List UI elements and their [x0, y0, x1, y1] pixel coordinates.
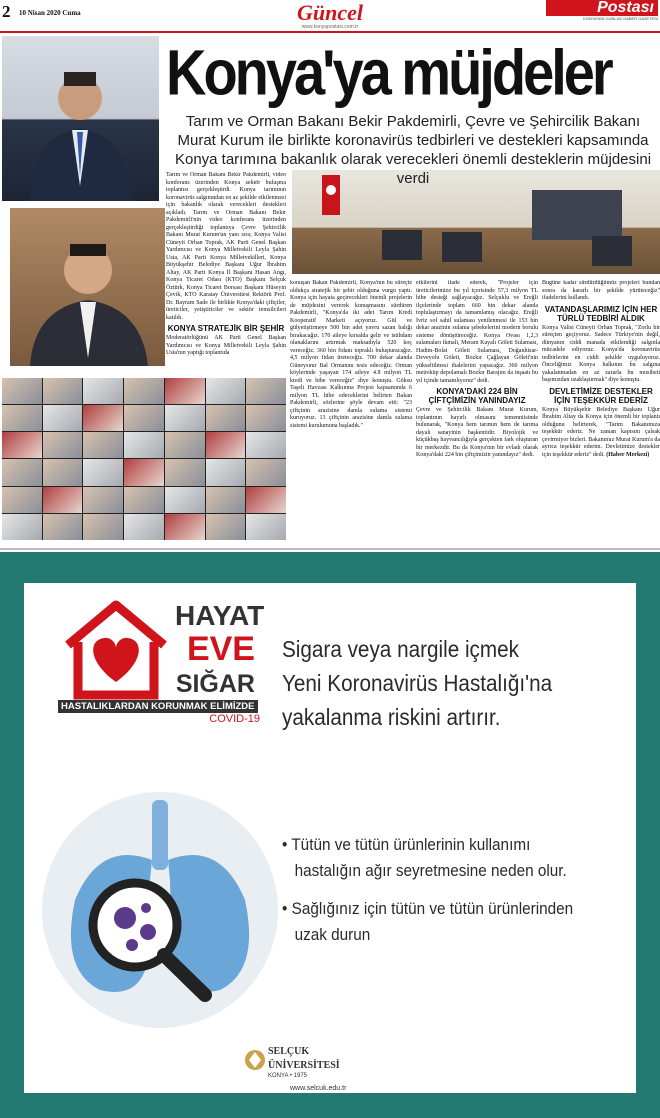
ad-bullet-2-line-2 — [282, 922, 624, 948]
participant-tile — [124, 378, 164, 404]
section-subline: www.konyapostasi.com.tr — [301, 24, 359, 30]
participant-tile — [206, 405, 246, 431]
logo-text: Postası — [546, 0, 658, 16]
ad-message-line-3: yakalanma riskini artırır. — [282, 704, 501, 730]
ad-bullet-1-text-1: Tütün ve tütün ürünlerinin kullanımı — [291, 835, 531, 854]
headline: Konya'ya müjdeler — [166, 35, 611, 109]
column-4-body-2: Konya Valisi Cüneyit Orhan Toprak, "Zorlu bir süreçten geçiyoruz. Sadece Türkiye'nin değil, dünyanın ciddi manada etkilendiği salgınla mücadele ediyoruz. Konya'da koronavirüs tedbirlerini en ciddi şekilde uyguluyoruz. Önceliğimiz Konya halkının bu salgına yakalanmadan en az zararla bu musibeti başımızdan uzaklaştırmak" diye konuştu. — [542, 324, 660, 383]
participant-tile — [165, 378, 205, 404]
header-rule — [0, 31, 660, 33]
mayor-portrait-illustration — [10, 208, 165, 366]
participant-tile — [43, 487, 83, 513]
article-column-3 — [416, 280, 538, 542]
participant-tile — [246, 405, 286, 431]
column-4-heading-2: DEVLETİMİZE DESTEKLER İÇİN TEŞEKKÜR EDERİZ — [549, 386, 653, 405]
ad-message-line-1: Sigara veya nargile içmek — [282, 636, 520, 662]
participant-tile — [43, 405, 83, 431]
participant-tile — [206, 459, 246, 485]
participant-tile — [2, 459, 42, 485]
participant-tile — [2, 487, 42, 513]
column-2-body: konuşan Bakan Pakdemirli, Konya'nın bu süreçte oldukça stratejik bir şehir olduğuna vurgu yaptı. Konya için hayata geçirecekleri önemli projelerin de müjdesini vererek konuşmasını sürdüren Pakdemirli, "Konya'da iki adet Tarım Kredi Kooperatif Marketi açıyoruz. Gül ve gülyetiştirmeye 500 bin adet yavru sazan balığı bırakacağız. 170 aileye kırsalda gelir ve istihdam olanaklarını artırmak maksadıyla 520 koç vereceğiz. 360 bin fidanı topraklı buluşturacağız. 4,5 milyon fidan üreteceğiz. 700 dekar alanda Güneysınır Bal Ormanını tesis edeceğiz. Orman köylerinde yaşayan 174 aileye 4.8 milyon TL kredi ve hibe vereceğiz" diye konuştu. Göksu Taşeli Havzası Kalkınma Projesi kapsamında 6 milyon TL hibe edeceklerini belirten Bakan Pakdemirli, sözlerine şöyle devam etti: "23 çiftçinin arazisine damla sulama sistemi kuruyoruz. 13 çiftçinin arazisine damla sulama sistemi kurulumuna başladık." — [290, 280, 412, 429]
participant-tile — [206, 378, 246, 404]
column-1-body: Tarım ve Orman Bakanı Bekir Pakdemirli, video konferans üzerinden Konya sektör buluşma toplantısı gerçekleştirdi. Konya tarımının koronavirüs salgınından en az şekilde etkilenmesi için bakanlık olarak verecekleri destekleri açıkladı. Tarım ve Orman Bakanı Bekir Pakdemirli'nin video konferans üzerinden gerçekleştirdiği toplantıya Çevre Şehircilik Bakanı Murat Kurum'un yanı sıra; Konya Valisi Cüneyit Orhan Toprak, AK Parti Genel Başkan Yardımcısı ve Konya Milletvekili Leyla Şahin Usta, AK Parti Konya Milletvekilleri, Konya Büyükşehir Belediye Başkanı Uğur İbrahim Altay, AK Parti Konya İl Başkanı Hasan Angı, Konya Ticaret Odası (KTO) Başkanı Selçuk Öztürk, Konya Ticaret Borsası Başkanı Hüseyin Çevik, KTO Karatay Üniversitesi Rektörü Prof. Dr. Bayram Sade ile birlikte Konya'daki çiftçiler, üreticiler, yetiştiriciler ve sektör temsilcileri katıldı. — [166, 172, 286, 321]
minister-photo — [2, 36, 159, 201]
ad-bullet-1-text-2: hastalığın ağır seyretmesine neden olur. — [294, 861, 567, 880]
participant-tile — [124, 432, 164, 458]
participant-tile — [124, 405, 164, 431]
participant-tile — [2, 514, 42, 540]
participant-tile — [246, 514, 286, 540]
newspaper-logo — [546, 0, 658, 22]
participant-tile — [165, 432, 205, 458]
participant-tile — [83, 378, 123, 404]
column-1-body-2: Moderatörlüğünü AK Parti Genel Başkan Yardımcısı ve Konya Milletvekili Leyla Şahin Usta'nın yaptığı toplantıda — [166, 335, 286, 356]
participant-tile — [43, 378, 83, 404]
article-column-1 — [166, 172, 286, 368]
ad-bullet-2 — [282, 896, 624, 948]
article-column-2 — [290, 280, 412, 542]
participant-tile — [43, 432, 83, 458]
participant-tile — [165, 459, 205, 485]
ad-main-message — [282, 632, 588, 734]
section-title: Güncel — [297, 0, 363, 25]
article-signature: (Haber Merkezi) — [606, 451, 650, 458]
participant-tile — [206, 514, 246, 540]
participant-tile — [43, 459, 83, 485]
participant-tile — [83, 514, 123, 540]
university-name: SELÇUK — [268, 1046, 310, 1057]
participant-tile — [2, 378, 42, 404]
participant-tile — [165, 487, 205, 513]
ad-covid-label: COVID-19 — [209, 713, 260, 725]
column-3-body-2: Çevre ve Şehircilik Bakanı Murat Kurum, toplantının hayırlı olmasını temenniisinde bulunarak, "Konya hem tarımın hem de tarıma dayalı sanayinin başkentidir. Biyolojik ve küçükbaş hayvancılığıyla gerçekten fark oluşturan bir merkezdir. Bu da Konya'nın bir evladı olarak Konya'daki 224 bin çiftçimizin yanındayız" dedi. — [416, 407, 538, 458]
logo-tagline: KONYA'NIN GÜNLÜK HABER GAZETESİ — [583, 16, 658, 21]
video-conference-grid — [2, 378, 286, 540]
participant-tile — [206, 487, 246, 513]
issue-date: 10 Nisan 2020 Cuma — [19, 9, 81, 17]
participant-tile — [124, 459, 164, 485]
column-4-heading: VATANDAŞLARIMIZ İÇİN HER TÜRLÜ TEDBİRİ ALDIK — [544, 304, 658, 323]
university-emblem-icon — [244, 1046, 266, 1082]
ad-tagline: HASTALIKLARDAN KORUNMAK ELİMİZDE — [58, 700, 258, 713]
article-column-4 — [542, 280, 660, 542]
ad-sigar-word: SIĞAR — [175, 670, 255, 698]
column-4-body: Bugüne kadar sürdürdüğümüz projeleri bundan sonra da kararlı bir şekilde yürüteceğiz" ifadelerini kullandı. — [542, 280, 660, 301]
participant-tile — [206, 432, 246, 458]
participant-tile — [124, 487, 164, 513]
page-separator — [0, 548, 660, 550]
university-city: KONYA • 1975 — [268, 1073, 308, 1079]
participant-tile — [2, 405, 42, 431]
university-name-2: ÜNİVERSİTESİ — [268, 1060, 340, 1071]
lungs-magnifier-icon — [40, 790, 280, 1030]
participant-tile — [246, 487, 286, 513]
ad-bullet-1-line-1: • Tütün ve tütün ürünlerinin kullanımı — [282, 835, 531, 854]
participant-tile — [2, 432, 42, 458]
participant-tile — [83, 432, 123, 458]
ad-bullet-1-line-2 — [282, 858, 624, 884]
column-4-body-3 — [542, 407, 660, 460]
participant-tile — [165, 514, 205, 540]
university-website: www.selcuk.edu.tr — [290, 1085, 347, 1092]
participant-tile — [83, 459, 123, 485]
participant-tile — [246, 378, 286, 404]
subheadline: Tarım ve Orman Bakanı Bekir Pakdemirli, Çevre ve Şehircilik Bakanı Murat Kurum ile birlikte koronavirüs tedbirleri ve destekleri kapsamında Konya tarımına bakanlık olarak verecekleri önemli desteklerin müjdesini verdi — [174, 113, 652, 187]
participant-tile — [246, 459, 286, 485]
column-3-heading: KONYA'DAKİ 224 BİN ÇİFTÇİMİZİN YANINDAYIZ — [428, 387, 526, 405]
participant-tile — [83, 487, 123, 513]
participant-tile — [246, 432, 286, 458]
ad-bullet-1 — [282, 832, 624, 884]
column-3-body: etkilerini ifade ederek, "Projeler için üreticilerimize bu yıl içerisinde 57,3 milyon TL hibe desteği sağlayacağız. Selçuklu ve Ereğli ilçelerinde toplam 660 bin dekar alanda toplulaştırmayı da tamamlamış olacağız. Ereğli İvriz sol sahil sulaması yenilenmesi ile 153 bin dekar arazinin sulama şebekelerini modern borulu sisteme dönüştüreceğiz. Konya Ovası 1,2,3 sulamaları ikmali, Meram Kayalı Göleti Sulaması, Hadim-Bolat Göleti Sulaması, Doğanhisar-Deveyolu Göleti, Bozkır Çağlayan Göleti'nin yükseltilmesi ihalelerini yapacağız. 360 milyon metreküp depolamalı Bozkır Barajını da inşaatı bu yıl içinde tamamlıyoruz" dedi. — [416, 280, 538, 384]
mayor-photo — [10, 208, 165, 366]
ad-bullet-2-text-2: uzak durun — [294, 925, 371, 944]
ad-bullet-2-line-1: • Sağlığınız için tütün ve tütün ürünlerinden — [282, 899, 574, 918]
ad-eve-word: EVE — [186, 630, 255, 668]
column-4-body-3-text: Konya Büyükşehir Belediye Başkanı Uğur İbrahim Altay da Konya için önemli bir toplantı olduğunu belirterek, "Tarım Bakanımıza teşekkür ederiz. Ne zaman kapısını çalsak çevirmiyor bizleri. Bakanımız Murat Kurum'a da ayrıca teşekkür ederim. Devletimize destekler için teşekkür ederiz" dedi. — [542, 406, 660, 458]
ad-hayat-word: HAYAT — [175, 600, 265, 631]
ad-message-line-2: Yeni Koronavirüs Hastalığı'na — [282, 670, 553, 696]
minister-portrait-illustration — [2, 36, 159, 201]
participant-tile — [124, 514, 164, 540]
participant-tile — [165, 405, 205, 431]
participant-tile — [83, 405, 123, 431]
column-1-heading: KONYA STRATEJİK BİR ŞEHİR — [167, 324, 285, 333]
participant-tile — [43, 514, 83, 540]
ad-bullet-2-text-1: Sağlığınız için tütün ve tütün ürünlerinden — [291, 899, 574, 918]
page-number: 2 — [2, 2, 11, 21]
